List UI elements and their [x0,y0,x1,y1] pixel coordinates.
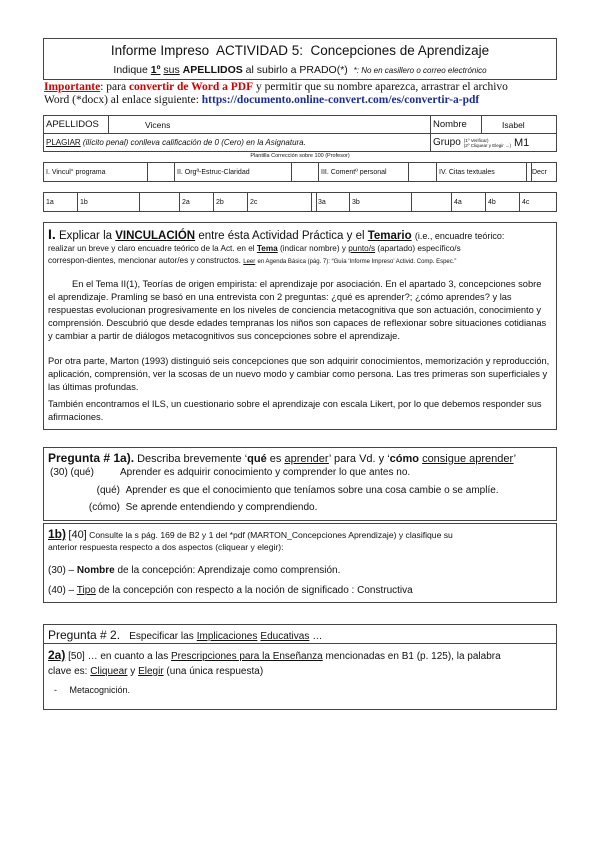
score-2c[interactable]: 2c [248,193,312,211]
score-2a[interactable]: 2a [180,193,214,211]
question-1a-prompt: Pregunta # 1a). Describa brevemente ‘qué es aprender’ para Vd. y ‘cómo consigue aprender’ [48,451,517,465]
header-box [43,38,557,80]
nombre-label: Nombre [431,116,482,133]
score-gap-3 [412,193,452,211]
score-4c[interactable]: 4c [522,198,530,206]
grupo-note: (1º Verificar) (2º Cliquear y Elegir →) [463,137,511,148]
answer-field-2[interactable]: Aprender es que el conocimiento que teníamos sobre una cosa cambie o se amplíe. [125,485,499,496]
rubric-criteria-row [43,162,557,182]
classification-row-1: (30) – Nombre de la concepción: Aprendizaje como comprensión. [48,565,341,576]
criterion-4: IV. Citas textuales [437,163,527,181]
criterion-1: I. Vincul° programa [44,163,148,181]
criterion-5: Decr [532,168,547,176]
question-2-prompt: Pregunta # 2. Especificar las Implicaciones Educativas … [48,628,323,642]
criterion-3-score[interactable] [409,163,437,181]
question-2a-box [43,644,557,710]
score-gap-1 [140,193,180,211]
criterion-2: II. Orgª-Estruc-Claridad [175,163,292,181]
question-1a-box [43,447,557,521]
nombre-field[interactable]: Isabel [502,119,525,130]
answer-row-1: (30) (qué) Aprender es adquirir conocimiento y comprender lo que antes no. [50,467,411,478]
grupo-field[interactable]: Grupo (1º Verificar) (2º Cliquear y Elegir →) M1 [433,136,530,149]
score-1b[interactable]: 1b [78,193,140,211]
rubric-caption: Plantilla Corrección sobre 100 (Profesor) [250,153,350,159]
concepcion-nombre-select[interactable]: de la concepción: Aprendizaje como comprensión. [117,565,341,576]
score-1a[interactable]: 1a [44,193,78,211]
question-2-header [43,624,557,644]
document-title: Informe Impreso ACTIVIDAD 5: Concepciones de Aprendizaje [110,43,490,58]
plagio-warning: PLAGIAR (ilícito penal) conlleva calificación de 0 (Cero) en la Asignatura. [44,134,431,151]
criterion-3: III. Comentº personal [319,163,409,181]
upload-instruction: Indique 1º sus APELLIDOS al subirlo a PRADO(*) *: No en casillero o correo electrónico [113,64,487,76]
section-1-box [43,222,557,430]
question-1b-intro: 1b) [40] Consulte la s pág. 169 de B2 y 1 del *pdf (MARTON_Concepciones Aprendizaje) y clasifique su anterior respuesta respecto a dos aspectos (cliquear y elegir): [48,527,453,552]
section-1-paragraph-3: También encontramos el ILS, un cuestionario sobre el aprendizaje con escala Likert, por lo que debemos responder sus afirmaciones. [48,399,542,422]
criterion-1-score[interactable] [148,163,175,181]
prescripcion-select[interactable]: Metacognición. [69,685,131,695]
convert-link[interactable]: https://documento.online-convert.com/es/convertir-a-pdf [201,94,480,106]
question-2a-prompt: 2a) [50] … en cuanto a las Prescripciones para la Enseñanza mencionadas en B1 (p. 125), la palabra clave es: Cliquear y Elegir (una única respuesta) [48,648,501,677]
score-4b[interactable]: 4b [486,193,520,211]
concepcion-tipo-select[interactable]: de la concepción con respecto a la noción de significado : Constructiva [98,585,413,596]
score-3a[interactable]: 3a [316,193,350,211]
question-2a-answer: - Metacognición. [54,685,131,695]
answer-row-2: (qué) Aprender es que el conocimiento que teníamos sobre una cosa cambie o se amplíe. [96,485,499,496]
answer-field-3[interactable]: Se aprende entendiendo y comprendiendo. [125,502,318,513]
answer-row-3: (cómo) Se aprende entendiendo y comprendiendo. [88,502,318,513]
question-1b-box [43,523,557,603]
score-4a[interactable]: 4a [452,193,486,211]
section-1-paragraph-1: En el Tema II(1), Teorías de origen empirista: el aprendizaje por asociación. En el apartado 3, concepciones sobre el aprendizaje. Pramling se basó en una entrevista con 2 preguntas: ¿qué es aprender?; ¿cómo aprendes? y las respuestas evolucionan progresivamente en los niveles de conciencia metacognitiva que son actuación, conocimiento y comprensión. Descubrió que desde edades tempranas los niños son capaces de reflexionar sobre situaciones cotidianas y cambiar a partir de diálogos metacognitivos sus concepciones sobre el aprendizaje. [48,279,547,341]
section-1-paragraph-2: Por otra parte, Marton (1993) distinguió seis concepciones que son adquirir conocimientos, memorización y reproducción, aplicación, comprensión, ver la scosas de un nuevo modo y cambiar como persona. Las tres primeras son superficiales y las últimas profundas. [48,356,550,392]
classification-row-2: (40) – Tipo de la concepción con respecto a la noción de significado : Constructiva [48,585,413,596]
apellidos-label: APELLIDOS [44,116,109,133]
rubric-scores-row [43,192,557,212]
section-1-heading: I. Explicar la VINCULACIÓN entre ésta Actividad Práctica y el Temario (i.e., encuadre teórico: [48,226,505,242]
score-3b[interactable]: 3b [350,193,412,211]
apellidos-field[interactable]: Vicens [109,116,431,133]
section-1-instructions: realizar un breve y claro encuadre teórico de la Act. en el Tema (indicar nombre) y punto/s (apartado) específico/s correspon-dientes, mencionar autor/es y constructos. Leer en Agenda Básica (pág. 7): “Guía ‘Informe Impreso’ Activid. Comp. Espec.” [48,244,461,265]
student-row-1 [43,115,557,134]
conversion-notice: Importante: para convertir de Word a PDF y permitir que su nombre aparezca, arrastrar el archivo Word (*docx) al enlace siguiente: https://documento.online-convert.com/es/convertir-a-pdf [44,81,508,106]
student-row-2 [43,134,557,152]
criterion-2-score[interactable] [292,163,319,181]
score-2b[interactable]: 2b [214,193,248,211]
answer-field-1[interactable]: Aprender es adquirir conocimiento y comprender lo que antes no. [120,467,411,478]
